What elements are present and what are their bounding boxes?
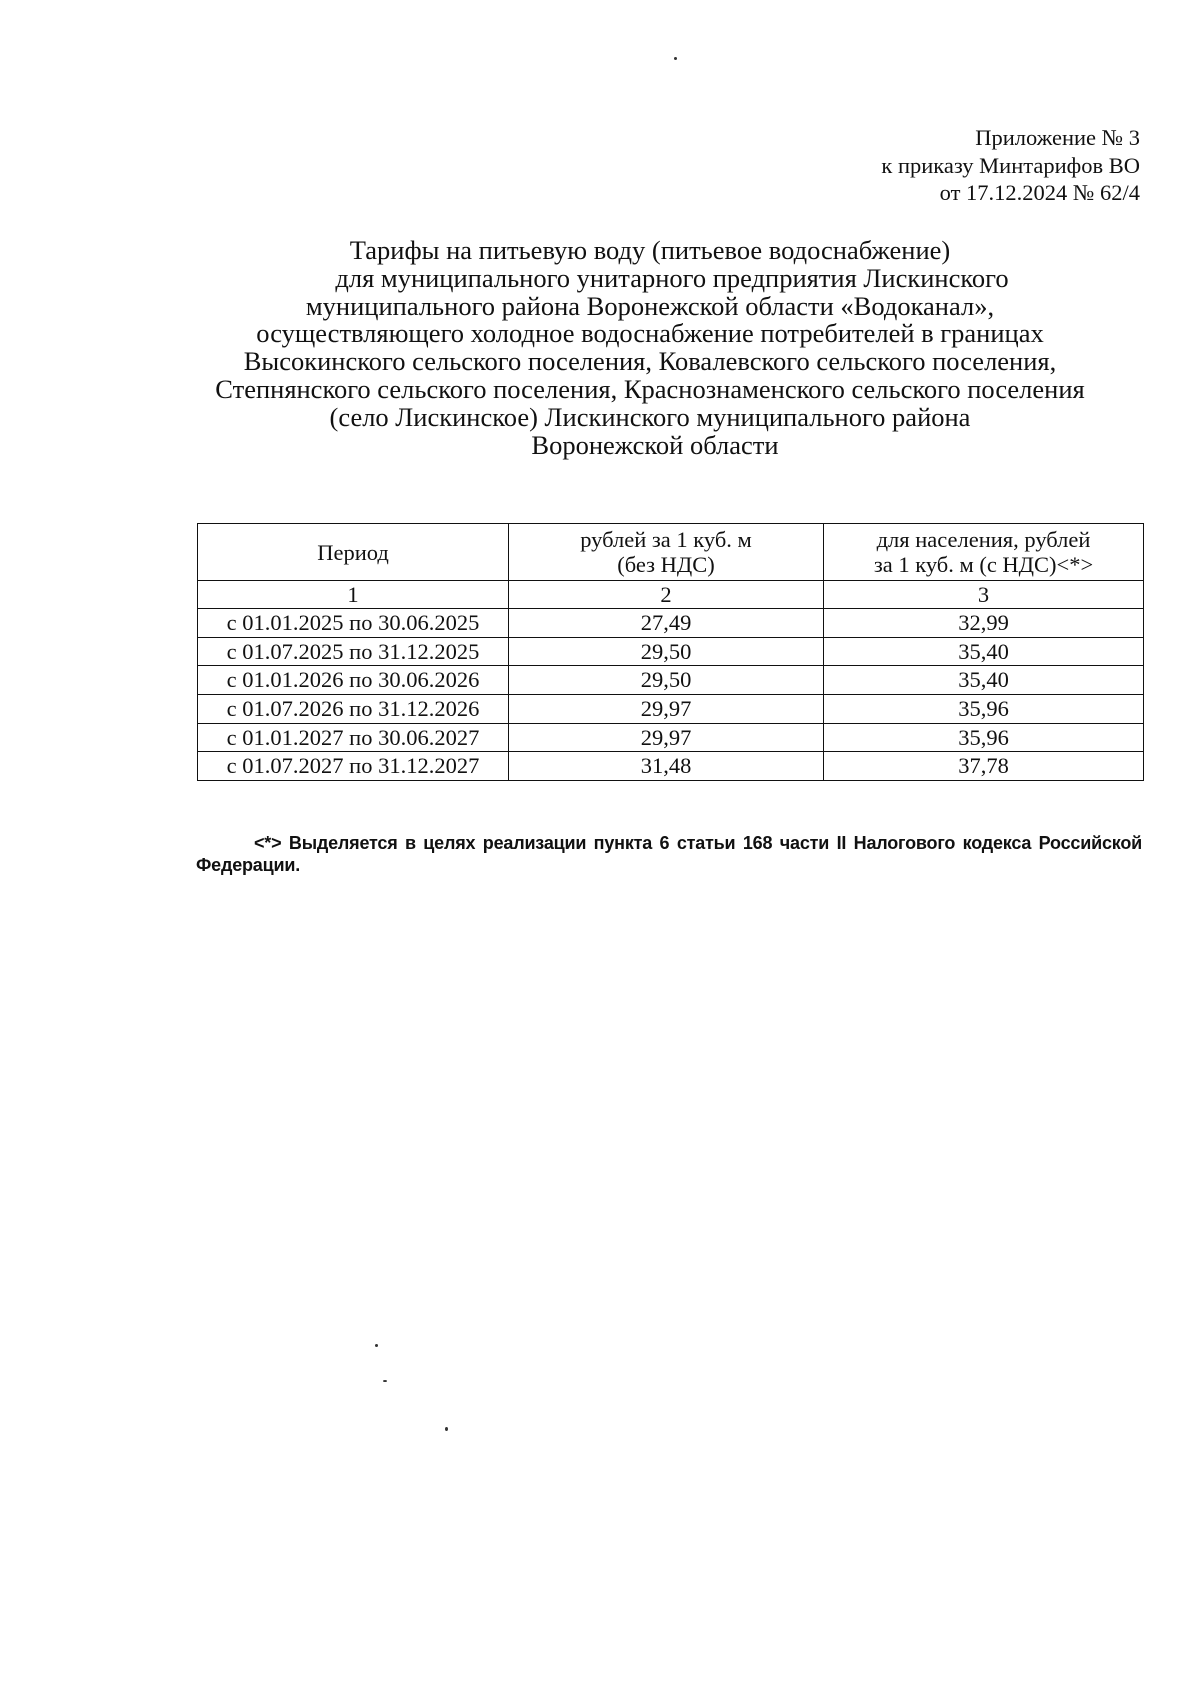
price-no-vat-cell: 29,50 [509, 637, 824, 666]
scan-speck [383, 1380, 387, 1382]
scan-speck [674, 57, 677, 60]
header-line: для населения, рублей [876, 527, 1091, 552]
period-cell: с 01.01.2025 по 30.06.2025 [198, 609, 509, 638]
price-with-vat-cell: 35,40 [824, 666, 1144, 695]
price-no-vat-cell: 27,49 [509, 609, 824, 638]
period-cell: с 01.01.2027 по 30.06.2027 [198, 723, 509, 752]
period-cell: с 01.07.2025 по 31.12.2025 [198, 637, 509, 666]
price-with-vat-cell: 37,78 [824, 752, 1144, 781]
order-reference: к приказу Минтарифов ВО [881, 152, 1140, 178]
vat-footnote: <*> Выделяется в целях реализации пункта 6 статьи 168 части II Налогового кодекса Российской Федерации. [196, 833, 1142, 875]
title-line: Тарифы на питьевую воду (питьевое водоснабжение) [349, 235, 951, 265]
header-period: Период [198, 524, 509, 581]
table-row [198, 609, 1144, 638]
table-row [198, 637, 1144, 666]
title-line: (село Лискинское) Лискинского муниципального района [329, 401, 971, 432]
table-row [198, 752, 1144, 781]
document-title [150, 237, 1150, 459]
table-header-row [198, 524, 1144, 581]
header-line: рублей за 1 куб. м [580, 527, 752, 552]
appendix-reference [881, 124, 1140, 207]
period-cell: с 01.07.2027 по 31.12.2027 [198, 752, 509, 781]
title-line: муниципального района Воронежской области «Водоканал», [305, 290, 995, 321]
period-cell: с 01.07.2026 по 31.12.2026 [198, 695, 509, 724]
column-number: 3 [824, 581, 1144, 609]
title-line: для муниципального унитарного предприятия Лискинского [335, 262, 1009, 293]
price-with-vat-cell: 32,99 [824, 609, 1144, 638]
column-number: 1 [198, 581, 509, 609]
period-cell: с 01.01.2026 по 30.06.2026 [198, 666, 509, 695]
header-line: за 1 куб. м (с НДС)<*> [873, 552, 1094, 577]
price-no-vat-cell: 29,97 [509, 723, 824, 752]
price-no-vat-cell: 29,50 [509, 666, 824, 695]
scan-speck [375, 1344, 378, 1347]
title-line: осуществляющего холодное водоснабжение потребителей в границах [256, 318, 1044, 349]
column-number: 2 [509, 581, 824, 609]
table-row [198, 666, 1144, 695]
header-price-no-vat [509, 524, 824, 581]
column-number-row [198, 581, 1144, 609]
price-no-vat-cell: 31,48 [509, 752, 824, 781]
header-price-with-vat [824, 524, 1144, 581]
title-line: Степнянского сельского поселения, Краснознаменского сельского поселения [215, 373, 1085, 404]
order-date-number: от 17.12.2024 № 62/4 [939, 180, 1140, 205]
price-no-vat-cell: 29,97 [509, 695, 824, 724]
scan-speck [445, 1427, 448, 1431]
price-with-vat-cell: 35,96 [824, 723, 1144, 752]
price-with-vat-cell: 35,40 [824, 637, 1144, 666]
header-line: (без НДС) [617, 552, 715, 577]
table-row [198, 723, 1144, 752]
tariff-table [197, 523, 1144, 781]
appendix-number: Приложение № 3 [975, 125, 1140, 150]
price-with-vat-cell: 35,96 [824, 695, 1144, 724]
title-line: Высокинского сельского поселения, Ковалевского сельского поселения, [243, 346, 1057, 377]
title-line: Воронежской области [531, 429, 779, 460]
table-row [198, 695, 1144, 724]
